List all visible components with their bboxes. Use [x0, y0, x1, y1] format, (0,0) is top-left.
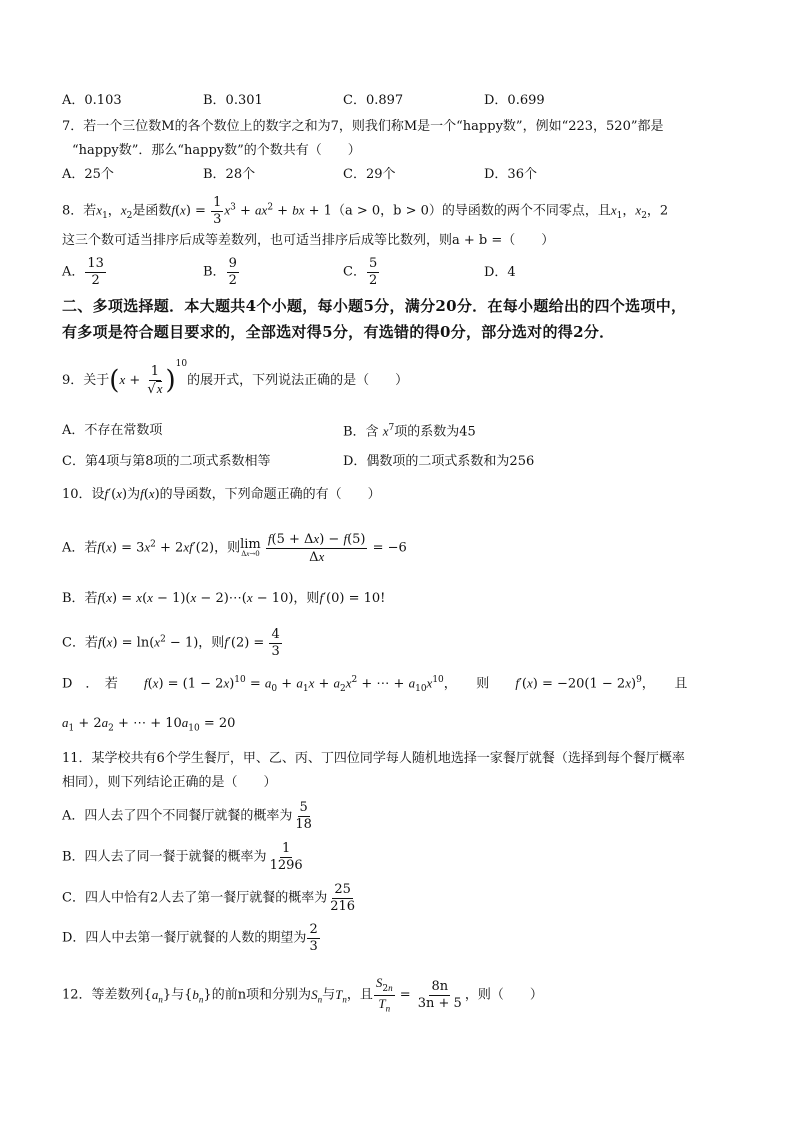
q11-option-b: B．四人去了同一餐于就餐的概率为 $\frac{1}{1296}$ — [62, 841, 303, 873]
q7-option-a: A．25个 — [62, 167, 114, 182]
q8-option-c: C． $\frac{5}{2}$ — [343, 256, 378, 288]
q9-option-a: A．不存在常数项 — [62, 423, 163, 438]
q7-option-b: B．28个 — [203, 167, 256, 182]
q8-line1: 8．若$x_1$，$x_2$是函数f(x) = $\frac{1}{3}$ $x^3 + ax^2$ + bx + 1（a > 0，b > 0）的导函数的两个不同零点，且$x_1$，$x_2$，2 — [62, 195, 669, 227]
q9-stem: 9．关于(x + $\frac{1}{√x}$ )$^{10}$的展开式，下列说法正确的是（ ） — [62, 359, 409, 397]
q10-option-a: A．若$f(x) = 3x^2 + 2xf'(2)$，则 lim Δx→0 $\frac{f(5 + \Delta x) - f(5)}{\Delta x}$ = −6 — [62, 531, 407, 565]
q11-option-a: A．四人去了四个不同餐厅就餐的概率为 $\frac{5}{18}$ — [62, 800, 312, 832]
q9-option-d: D．偶数项的二项式系数和为256 — [343, 454, 535, 469]
q7-option-c: C．29个 — [343, 167, 396, 182]
q11-option-c: C．四人中恰有2人去了第一餐厅就餐的概率为 $\frac{25}{216}$ — [62, 882, 356, 914]
section2-line1: 二、多项选择题．本大题共4个小题，每小题5分，满分20分．在每小题给出的四个选项中， — [62, 297, 687, 315]
q10-stem: 10．设f′(x)为f(x)的导函数，下列命题正确的有（ ） — [62, 486, 381, 502]
option-d: D．0.699 — [484, 93, 545, 108]
q7-line1: 7．若一个三位数M的各个数位上的数字之和为7，则我们称M是一个“happy数”，例如“223，520”都是 — [62, 119, 664, 134]
q11-line2: 相同），则下列结论正确的是（ ） — [62, 775, 277, 790]
q8-option-b: B． $\frac{9}{2}$ — [203, 256, 237, 288]
q10-option-c: C．若$f(x) = \ln(x^2 - 1)$，则f′(2) = $\frac{4}{3}$ — [62, 627, 280, 659]
q8-option-a: A． $\frac{13}{2}$ — [62, 256, 104, 288]
q8-line2: 这三个数可适当排序后成等差数列，也可适当排序后成等比数列，则a + b =（ ） — [62, 233, 555, 248]
q10-option-d: D ． 若 $f(x) = (1 - 2x)^{10} = a_0 + a_1x + a_2x^2$ + ⋯ + $a_{10}x^{10}$， 则 $f'(x) = -20(1 - 2x)^9$， 且 — [62, 675, 688, 694]
q11-option-d: D．四人中去第一餐厅就餐的人数的期望为 $\frac{2}{3}$ — [62, 922, 318, 954]
option-a: A．0.103 — [62, 93, 122, 108]
option-c: C．0.897 — [343, 93, 404, 108]
section2-line2: 有多项是符合题目要求的，全部选对得5分，有选错的得0分，部分选对的得2分． — [62, 323, 615, 341]
q11-line1: 11．某学校共有6个学生餐厅，甲、乙、丙、丁四位同学每人随机地选择一家餐厅就餐（选择到每个餐厅概率 — [62, 751, 685, 766]
q7-option-d: D．36个 — [484, 167, 537, 182]
q7-line2: “happy数”．那么“happy数”的个数共有（ ） — [72, 143, 361, 158]
q9-option-b: B．含 $x^7$项的系数为45 — [343, 423, 476, 440]
q9-option-c: C．第4项与第8项的二项式系数相等 — [62, 454, 271, 469]
q12-stem: 12．等差数列$\{a_n\}$与$\{b_n\}$的前n项和分别为$S_n$与$T_n$，且 $\frac{S_{2n}}{T_n}$ = $\frac{8n}{3n + 5}$ ，则（ ） — [62, 975, 543, 1014]
q10-option-d-line2: $a_1 + 2a_2$ + ⋯ + $10a_{10} = 20$ — [62, 715, 236, 734]
q10-option-b: B．若f(x) = x(x − 1)(x − 2)⋯(x − 10)，则f′(0) = 10! — [62, 590, 386, 606]
option-b: B．0.301 — [203, 93, 263, 108]
q8-option-d: D．4 — [484, 265, 516, 280]
